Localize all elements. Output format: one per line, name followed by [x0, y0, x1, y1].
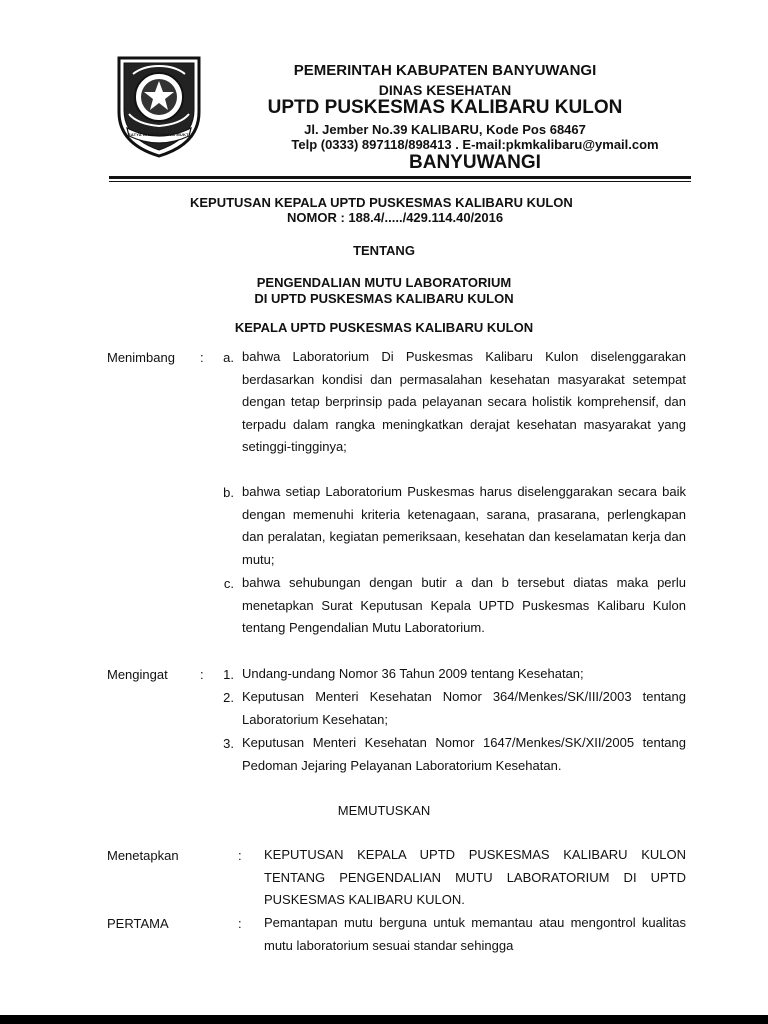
- menimbang-colon: :: [200, 350, 204, 365]
- letterhead: [0, 0, 768, 190]
- menimbang-item-b: bahwa setiap Laboratorium Puskesmas harus diselenggarakan secara baik dengan memenuhi kriteria ketenagaan, sarana, prasarana, perlengkapan dan peralatan, kegiatan pemeriksaan, kesehatan dan keselamatan kerja dan mutu;: [242, 484, 686, 567]
- letterhead-contact: Telp (0333) 897118/898413 . E-mail:pkmkalibaru@ymail.com: [291, 137, 659, 152]
- menetapkan-label: Menetapkan: [107, 848, 179, 863]
- mengingat-item-2: Keputusan Menteri Kesehatan Nomor 364/Menkes/SK/III/2003 tentang Laboratorium Kesehatan;: [242, 689, 686, 727]
- decree-issuer: KEPALA UPTD PUSKESMAS KALIBARU KULON: [234, 320, 534, 335]
- logo-motto: SATYA BHAKTI PRAJA MUKTI: [127, 132, 191, 137]
- decree-about: TENTANG: [353, 243, 415, 258]
- decree-title: KEPUTUSAN KEPALA UPTD PUSKESMAS KALIBARU KULON: [190, 195, 573, 210]
- mengingat-marker-2: 2.: [223, 690, 234, 705]
- mengingat-marker-3: 3.: [223, 736, 234, 751]
- letterhead-city: BANYUWANGI: [409, 152, 541, 173]
- letterhead-thin-rule: [109, 181, 691, 182]
- memutuskan-heading: MEMUTUSKAN: [337, 803, 431, 818]
- decree-number: NOMOR : 188.4/...../429.114.40/2016: [287, 210, 504, 225]
- menimbang-item-a: bahwa Laboratorium Di Puskesmas Kalibaru Kulon diselenggarakan berdasarkan kondisi dan permasalahan kesehatan masyarakat setempat dengan tetap berprinsip pada pelayanan secara holistik komprehensif, dan terpadu dalam rangka meningkatkan derajat kesehatan masyarakat yang setinggi-tingginya;: [242, 349, 686, 454]
- mengingat-item-3: Keputusan Menteri Kesehatan Nomor 1647/Menkes/SK/XII/2005 tentang Pedoman Jejaring Pelayanan Laboratorium Kesehatan.: [242, 735, 686, 773]
- letterhead-department: DINAS KESEHATAN: [378, 82, 512, 98]
- letterhead-address: Jl. Jember No.39 KALIBARU, Kode Pos 68467: [304, 122, 586, 137]
- pertama-text: Pemantapan mutu berguna untuk memantau atau mengontrol kualitas mutu laboratorium sesuai standar sehingga: [264, 915, 686, 953]
- menimbang-marker-b: b.: [223, 485, 234, 500]
- letterhead-government: PEMERINTAH KABUPATEN BANYUWANGI: [293, 62, 597, 79]
- menimbang-marker-c: c.: [223, 576, 234, 591]
- mengingat-marker-1: 1.: [223, 667, 234, 682]
- letterhead-institution: UPTD PUSKESMAS KALIBARU KULON: [267, 97, 623, 118]
- decree-subject-line2: DI UPTD PUSKESMAS KALIBARU KULON: [254, 291, 514, 306]
- banyuwangi-regency-emblem-icon: [113, 52, 205, 158]
- letterhead-thick-rule: [109, 176, 691, 179]
- menimbang-marker-a: a.: [223, 350, 234, 365]
- mengingat-colon: :: [200, 667, 204, 682]
- menetapkan-text: KEPUTUSAN KEPALA UPTD PUSKESMAS KALIBARU KULON TENTANG PENGENDALIAN MUTU LABORATORIUM DI UPTD PUSKESMAS KALIBARU KULON.: [264, 847, 686, 907]
- mengingat-item-1: Undang-undang Nomor 36 Tahun 2009 tentang Kesehatan;: [242, 666, 584, 681]
- pertama-colon: :: [238, 916, 242, 931]
- page-bottom-edge: [0, 1015, 768, 1024]
- menimbang-label: Menimbang: [107, 350, 175, 365]
- decree-subject-line1: PENGENDALIAN MUTU LABORATORIUM: [256, 275, 512, 290]
- menimbang-item-c: bahwa sehubungan dengan butir a dan b tersebut diatas maka perlu menetapkan Surat Keputusan Kepala UPTD Puskesmas Kalibaru Kulon tentang Pengendalian Mutu Laboratorium.: [242, 575, 686, 635]
- pertama-label: PERTAMA: [107, 916, 169, 931]
- menetapkan-colon: :: [238, 848, 242, 863]
- mengingat-label: Mengingat: [107, 667, 168, 682]
